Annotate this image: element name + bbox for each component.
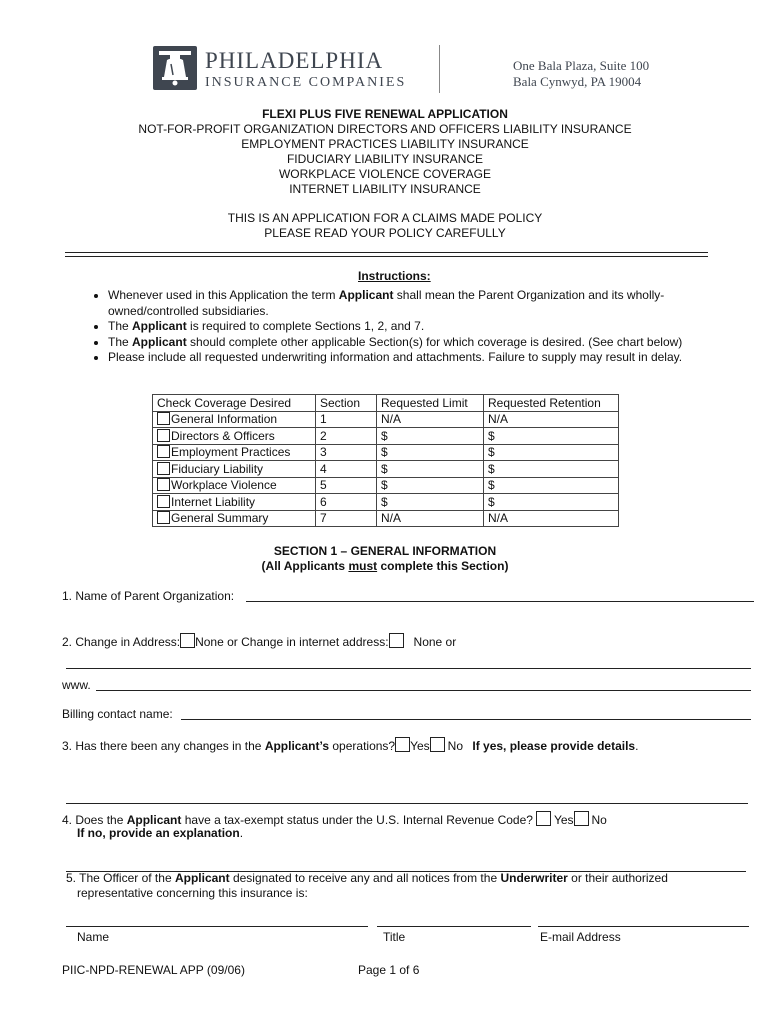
coverage-cell	[153, 428, 316, 445]
q4-no-checkbox[interactable]	[574, 811, 589, 826]
page-number: Page 1 of 6	[358, 963, 420, 977]
instruction-item: • Whenever used in this Application the term Applicant shall mean the Parent Organization and its wholly-owned/controlled subsidiaries.	[108, 288, 748, 319]
billing-label: Billing contact name:	[62, 707, 173, 721]
coverage-label: General Summary	[171, 511, 269, 526]
coverage-cell	[153, 444, 316, 461]
coverage-checkbox[interactable]	[157, 495, 170, 508]
www-label: www.	[62, 678, 91, 692]
coverage-checkbox[interactable]	[157, 478, 170, 491]
title-caption: Title	[383, 930, 406, 944]
coverage-title-5: INTERNET LIABILITY INSURANCE	[289, 182, 481, 196]
section-cell: 5	[316, 477, 377, 494]
col-header: Section	[316, 395, 377, 412]
table-row	[153, 411, 619, 428]
coverage-cell	[153, 461, 316, 478]
table-row	[153, 428, 619, 445]
address-line-2: Bala Cynwyd, PA 19004	[513, 74, 642, 89]
instructions-list	[64, 288, 748, 366]
limit-cell: N/A	[377, 411, 484, 428]
website-field[interactable]	[96, 690, 751, 691]
limit-cell[interactable]: $	[377, 461, 484, 478]
coverage-checkbox[interactable]	[157, 462, 170, 475]
retention-cell[interactable]: $	[484, 428, 619, 445]
coverage-title-4: WORKPLACE VIOLENCE COVERAGE	[278, 167, 492, 181]
claims-notice-1: THIS IS AN APPLICATION FOR A CLAIMS MADE POLICY	[227, 211, 543, 225]
coverage-cell	[153, 477, 316, 494]
retention-cell[interactable]: $	[484, 444, 619, 461]
q2-row: 2. Change in Address: None or Change in internet address: None or	[62, 635, 457, 649]
q3-no-checkbox[interactable]	[430, 737, 445, 752]
email-caption: E-mail Address	[540, 930, 621, 944]
section-cell: 7	[316, 510, 377, 527]
coverage-checkbox[interactable]	[157, 445, 170, 458]
section-1-title: SECTION 1 – GENERAL INFORMATION	[273, 544, 497, 558]
q3-details-field[interactable]	[66, 803, 748, 804]
claims-notice-2: PLEASE READ YOUR POLICY CAREFULLY	[264, 226, 506, 240]
officer-email-field[interactable]	[538, 926, 749, 927]
table-row	[153, 494, 619, 511]
section-cell: 1	[316, 411, 377, 428]
parent-organization-field[interactable]	[246, 601, 754, 602]
q3-row: 3. Has there been any changes in the Applicant’s operations? Yes No If yes, please provide details.	[62, 739, 639, 753]
coverage-checkbox[interactable]	[157, 511, 170, 524]
double-rule	[65, 252, 708, 257]
q3-yes-checkbox[interactable]	[395, 737, 410, 752]
limit-cell[interactable]: $	[377, 444, 484, 461]
billing-contact-field[interactable]	[181, 719, 751, 720]
coverage-label: Directors & Officers	[171, 428, 275, 443]
coverage-checkbox[interactable]	[157, 412, 170, 425]
name-caption: Name	[77, 930, 110, 944]
company-subtitle: INSURANCE COMPANIES	[205, 75, 407, 90]
section-cell: 3	[316, 444, 377, 461]
coverage-cell	[153, 510, 316, 527]
retention-cell[interactable]: $	[484, 494, 619, 511]
company-name: PHILADELPHIA	[205, 48, 384, 73]
section-cell: 4	[316, 461, 377, 478]
col-header: Check Coverage Desired	[153, 395, 316, 412]
address-change-field[interactable]	[66, 668, 751, 669]
q5-line-1: 5. The Officer of the Applicant designated to receive any and all notices from the Underwriter or their authorized	[66, 871, 668, 885]
form-title: FLEXI PLUS FIVE RENEWAL APPLICATION	[262, 107, 508, 121]
table-row	[153, 477, 619, 494]
coverage-cell	[153, 411, 316, 428]
coverage-title-1: NOT-FOR-PROFIT ORGANIZATION DIRECTORS AND OFFICERS LIABILITY INSURANCE	[138, 122, 632, 136]
table-row	[153, 461, 619, 478]
coverage-table	[152, 394, 619, 527]
limit-cell[interactable]: $	[377, 477, 484, 494]
coverage-label: Workplace Violence	[171, 478, 277, 493]
address-line-1: One Bala Plaza, Suite 100	[513, 58, 650, 73]
coverage-label: Fiduciary Liability	[171, 461, 264, 476]
retention-cell[interactable]: $	[484, 461, 619, 478]
internet-none-checkbox[interactable]	[389, 633, 404, 648]
col-header: Requested Retention	[484, 395, 619, 412]
table-row	[153, 510, 619, 527]
section-cell: 6	[316, 494, 377, 511]
instruction-item: • Please include all requested underwriting information and attachments. Failure to supply may result in delay.	[108, 350, 748, 366]
instructions-heading: Instructions:	[358, 269, 431, 283]
address-none-checkbox[interactable]	[180, 633, 195, 648]
table-row	[153, 444, 619, 461]
instruction-item: • The Applicant is required to complete Sections 1, 2, and 7.	[108, 319, 748, 335]
q1-label: 1. Name of Parent Organization:	[62, 589, 235, 603]
officer-name-field[interactable]	[66, 926, 368, 927]
col-header: Requested Limit	[377, 395, 484, 412]
company-logo	[153, 46, 197, 90]
coverage-title-3: FIDUCIARY LIABILITY INSURANCE	[286, 152, 484, 166]
limit-cell: N/A	[377, 510, 484, 527]
limit-cell[interactable]: $	[377, 428, 484, 445]
retention-cell: N/A	[484, 411, 619, 428]
coverage-label: General Information	[171, 412, 278, 427]
q5-line-2: representative concerning this insurance is:	[77, 886, 308, 900]
coverage-label: Employment Practices	[171, 445, 291, 460]
coverage-cell	[153, 494, 316, 511]
form-id: PIIC-NPD-RENEWAL APP (09/06)	[62, 963, 245, 977]
section-1-subtitle: (All Applicants must complete this Section)	[261, 559, 509, 573]
q4-row: 4. Does the Applicant have a tax-exempt status under the U.S. Internal Revenue Code? Yes No	[62, 813, 607, 827]
instruction-item: • The Applicant should complete other applicable Section(s) for which coverage is desired. (See chart below)	[108, 335, 748, 351]
header-divider	[439, 45, 440, 93]
coverage-checkbox[interactable]	[157, 429, 170, 442]
table-header-row	[153, 395, 619, 412]
retention-cell: N/A	[484, 510, 619, 527]
officer-title-field[interactable]	[377, 926, 531, 927]
coverage-label: Internet Liability	[171, 494, 256, 509]
retention-cell[interactable]: $	[484, 477, 619, 494]
section-cell: 2	[316, 428, 377, 445]
q4-yes-checkbox[interactable]	[536, 811, 551, 826]
coverage-title-2: EMPLOYMENT PRACTICES LIABILITY INSURANCE	[241, 137, 529, 151]
q4-explain: If no, provide an explanation.	[77, 826, 244, 840]
limit-cell[interactable]: $	[377, 494, 484, 511]
liberty-bell-icon	[153, 46, 197, 90]
